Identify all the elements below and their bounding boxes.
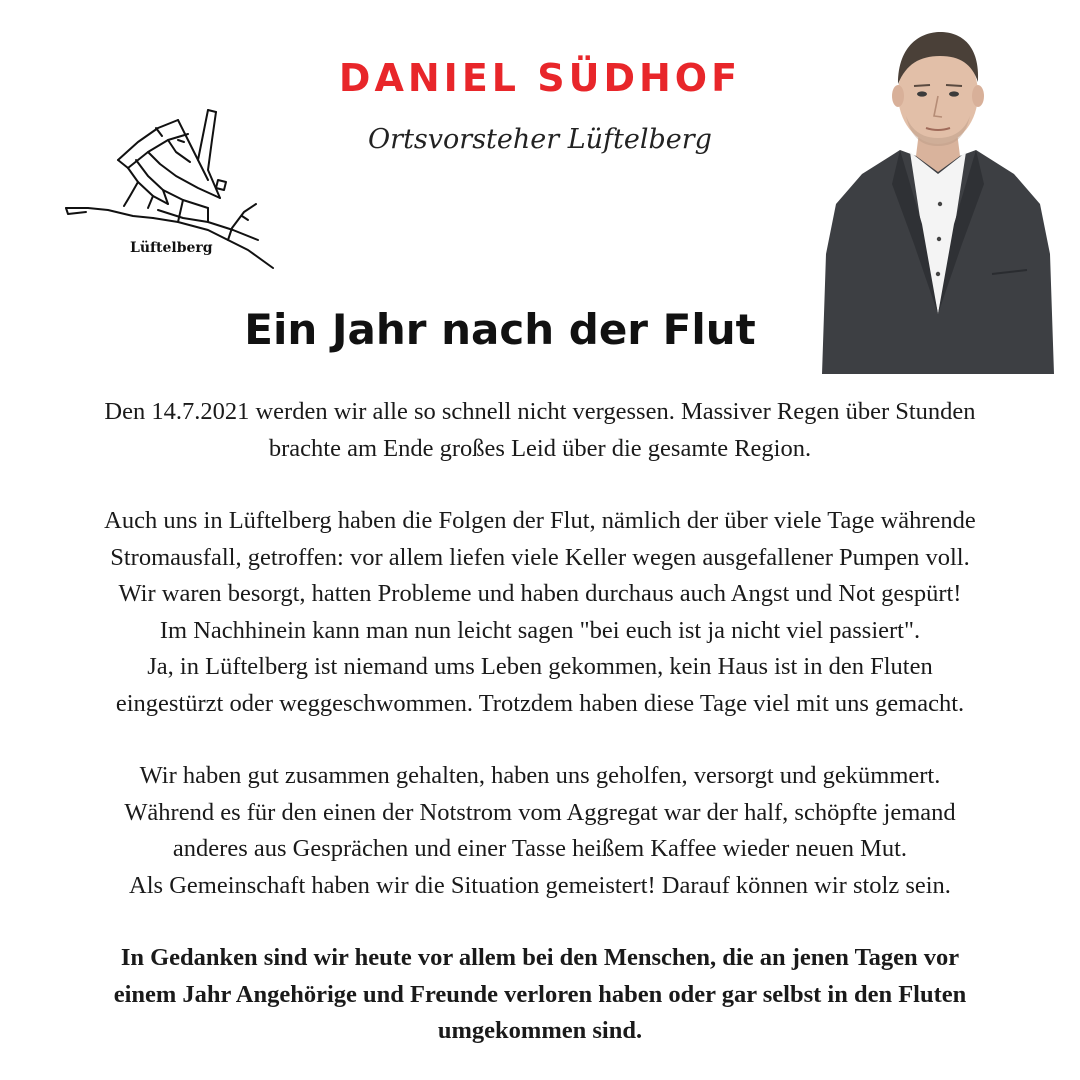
map-label: Lüftelberg <box>130 240 213 256</box>
text-line: umgekommen sind. <box>437 1017 643 1044</box>
text-line: Stromausfall, getroffen: vor allem liefen viele Keller wegen ausgefallener Pumpen voll. <box>110 543 970 571</box>
text-line: einem Jahr Angehörige und Freunde verloren haben oder gar selbst in den Fluten <box>113 980 967 1008</box>
text-line: brachte am Ende großes Leid über die gesamte Region. <box>268 434 812 462</box>
author-title: Ortsvorsteher Lüftelberg <box>368 124 712 155</box>
text-line: anderes aus Gesprächen und einer Tasse heißem Kaffee wieder neuen Mut. <box>172 835 908 862</box>
text-line: Wir haben gut zusammen gehalten, haben uns geholfen, versorgt und gekümmert. <box>139 762 941 789</box>
text-line: In Gedanken sind wir heute vor allem bei den Menschen, die an jenen Tagen vor <box>120 944 960 971</box>
text-line: eingestürzt oder weggeschwommen. Trotzdem haben diese Tage viel mit uns gemacht. <box>115 689 965 717</box>
paragraph-community <box>18 758 1062 904</box>
text-line: Als Gemeinschaft haben wir die Situation gemeistert! Darauf können wir stolz sein. <box>129 871 951 899</box>
portrait-photo-icon <box>822 24 1054 374</box>
article-body <box>18 394 1062 1050</box>
text-line: Den 14.7.2021 werden wir alle so schnell nicht vergessen. Massiver Regen über Stunden <box>104 398 976 425</box>
text-line: Auch uns in Lüftelberg haben die Folgen der Flut, nämlich der über viele Tage währende <box>104 507 976 534</box>
text-line: Ja, in Lüftelberg ist niemand ums Leben gekommen, kein Haus ist in den Fluten <box>147 653 933 680</box>
author-name: DANIEL SÜDHOF <box>338 56 742 100</box>
headline: Ein Jahr nach der Flut <box>244 305 756 354</box>
paragraph-impact <box>18 503 1062 722</box>
text-line: Während es für den einen der Notstrom vom Aggregat war der half, schöpfte jemand <box>124 798 956 826</box>
paragraph-closing <box>18 940 1062 1050</box>
text-line: Wir waren besorgt, hatten Probleme und haben durchaus auch Angst und Not gespürt! <box>118 580 962 607</box>
text-line: Im Nachhinein kann man nun leicht sagen "bei euch ist ja nicht viel passiert". <box>159 616 921 644</box>
paragraph-intro <box>18 394 1062 467</box>
